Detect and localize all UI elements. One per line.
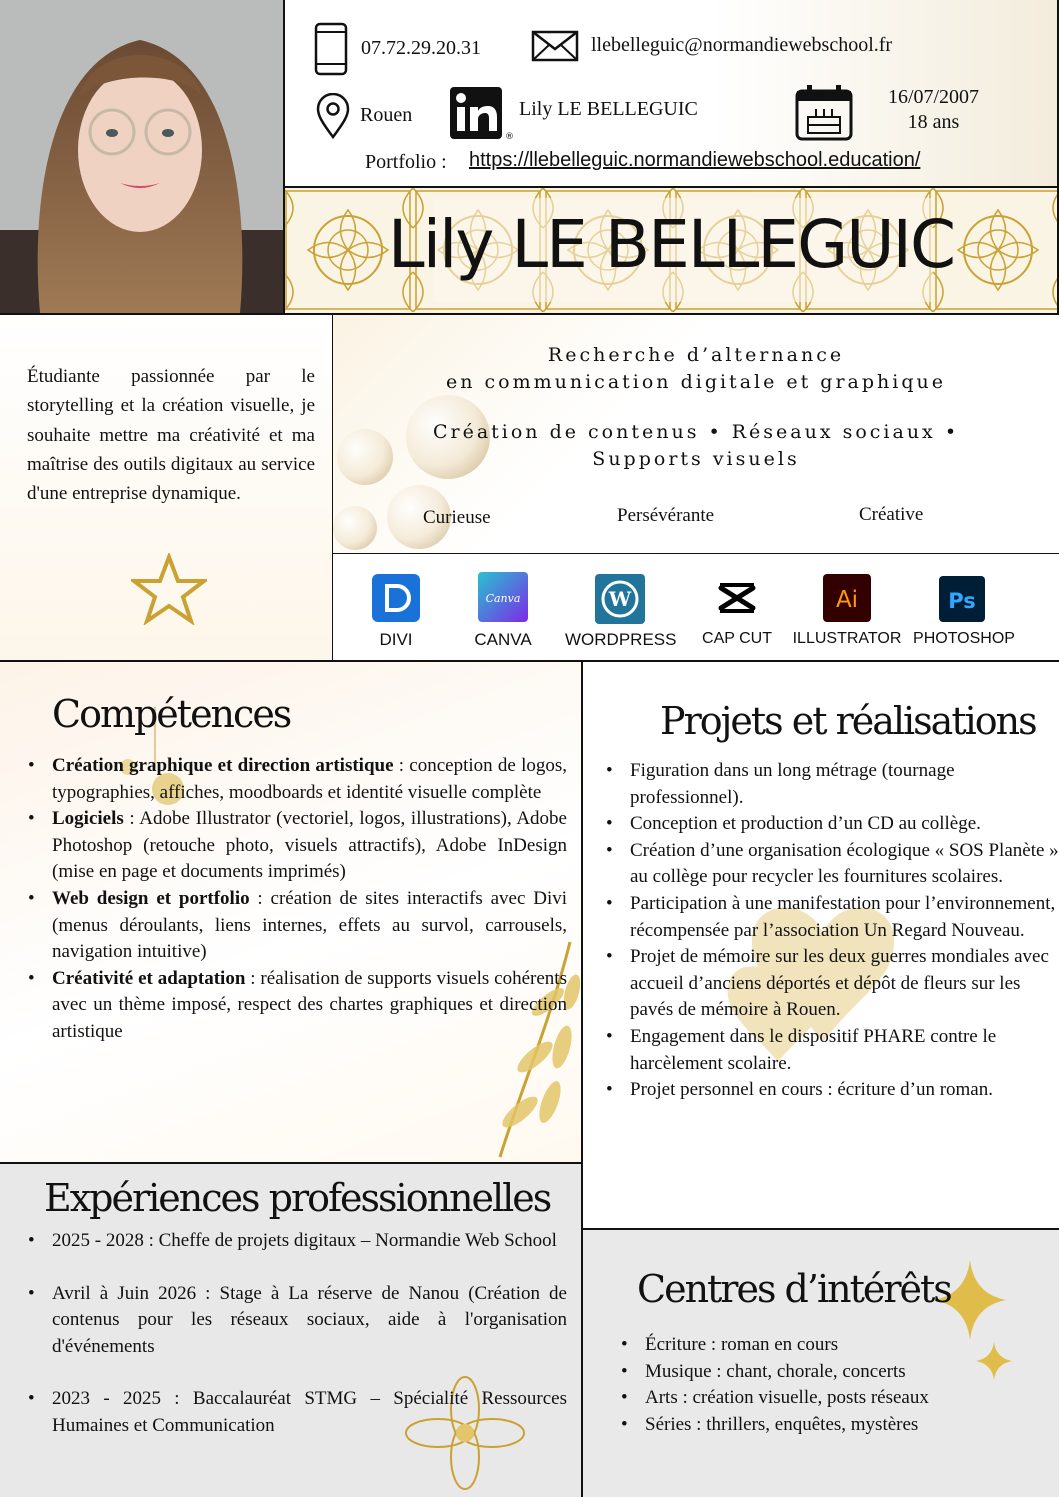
gold-star-icon <box>131 553 207 625</box>
projets-title: Projets et réalisations <box>660 699 1036 743</box>
experiences-title: Expériences professionnelles <box>44 1176 551 1220</box>
competences-section <box>0 662 581 1162</box>
experiences-list <box>26 1228 567 1440</box>
interet-item: • Séries : thrillers, enquêtes, mystères <box>645 1412 1045 1439</box>
interet-item: • Musique : chant, chorale, concerts <box>645 1359 1045 1386</box>
email-address[interactable]: llebelleguic@normandiewebschool.fr <box>591 34 893 56</box>
software-section <box>333 554 1059 660</box>
svg-text:Ai: Ai <box>835 587 859 613</box>
quality-3: Créative <box>859 504 924 525</box>
experience-item: • 2025 - 2028 : Cheffe de projets digitaux – Normandie Web School <box>52 1228 567 1255</box>
projet-item: • Projet personnel en cours : écriture d’un roman. <box>630 1077 1059 1104</box>
competence-item: • Logiciels : Adobe Illustrator (vectoriel, logos, illustrations), Adobe Photoshop (retouche photo, visuels attractifs), Adobe InDesign (mise en page et documents imprimés) <box>52 806 567 886</box>
competence-item: • Web design et portfolio : création de sites interactifs avec Divi (menus déroulants, liens internes, effets au survol, carrousels, navigation intuitive) <box>52 886 567 966</box>
software-label-wordpress: WORDPRESS <box>565 630 677 649</box>
objective-line-1: Recherche d’alternance <box>547 344 845 366</box>
contact-header <box>283 0 1059 186</box>
interets-list <box>619 1332 1045 1438</box>
svg-text:Canva: Canva <box>485 592 521 605</box>
svg-text:Ps: Ps <box>948 589 976 613</box>
divi-icon <box>372 574 420 622</box>
experience-item: • Avril à Juin 2026 : Stage à La réserve de Nanou (Création de contenus pour les réseaux sociaux, aide à l'organisation d'événements <box>52 1281 567 1361</box>
linkedin-icon[interactable] <box>448 85 514 141</box>
experiences-section <box>0 1164 581 1497</box>
svg-text:W: W <box>608 587 632 611</box>
projets-section <box>583 662 1059 1228</box>
photoshop-icon <box>939 576 985 622</box>
projet-item: • Création d’une organisation écologique « SOS Planète » au collège pour recycler les fournitures scolaires. <box>630 838 1059 891</box>
projet-item: • Figuration dans un long métrage (tournage professionnel). <box>630 758 1059 811</box>
portfolio-link[interactable]: https://llebelleguic.normandiewebschool.education/ <box>469 149 921 171</box>
objective-line-2: en communication digitale et graphique <box>446 371 946 393</box>
interet-item: • Arts : création visuelle, posts réseaux <box>645 1385 1045 1412</box>
software-label-canva: CANVA <box>474 630 532 649</box>
objective-section <box>333 315 1059 553</box>
projet-item: • Projet de mémoire sur les deux guerres mondiales avec accueil d’anciens déportés et dépôt de fleurs sur les pavés de mémoire à Rouen. <box>630 944 1059 1024</box>
competence-item: • Créativité et adaptation : réalisation de supports visuels cohérents avec un thème imposé, respect des chartes graphiques et direction artistique <box>52 966 567 1046</box>
projet-item: • Conception et production d’un CD au collège. <box>630 811 1059 838</box>
profile-photo <box>0 0 283 313</box>
linkedin-name[interactable]: Lily LE BELLEGUIC <box>519 98 698 120</box>
phone-number: 07.72.29.20.31 <box>361 37 481 59</box>
location-pin-icon <box>316 93 350 139</box>
candidate-name: Lily LE BELLEGUIC <box>387 206 955 283</box>
intro-section <box>0 315 332 660</box>
wordpress-icon <box>595 574 645 624</box>
illustrator-icon <box>823 574 871 622</box>
projets-list <box>604 758 1059 1104</box>
city: Rouen <box>360 104 413 126</box>
svg-text:®: ® <box>505 132 514 141</box>
capcut-icon <box>717 582 757 614</box>
software-label-photoshop: PHOTOSHOP <box>913 630 1015 647</box>
intro-text: Étudiante passionnée par le storytelling et la création visuelle, je souhaite mettre ma créativité et ma maîtrise des outils digitaux au service d'une entreprise dynamique. <box>27 366 315 505</box>
software-label-capcut: CAP CUT <box>702 630 772 647</box>
projet-item: • Participation à une manifestation pour l’environnement, récompensée par l’association Un Regard Nouveau. <box>630 891 1059 944</box>
quality-1: Curieuse <box>423 507 491 528</box>
interets-title: Centres d’intérêts <box>637 1267 951 1311</box>
experience-item: • 2023 - 2025 : Baccalauréat STMG – Spécialité Ressources Humaines et Communication <box>52 1386 567 1439</box>
canva-icon <box>478 572 528 622</box>
birthdate: 16/07/2007 <box>887 86 980 108</box>
objective-line-3: Création de contenus • Réseaux sociaux • <box>432 421 960 443</box>
interet-item: • Écriture : roman en cours <box>645 1332 1045 1359</box>
projet-item: • Engagement dans le dispositif PHARE contre le harcèlement scolaire. <box>630 1024 1059 1077</box>
competences-list <box>26 753 567 1046</box>
competence-item: • Création graphique et direction artistique : conception de logos, typographies, affiches, moodboards et identité visuelle complète <box>52 753 567 806</box>
birthday-calendar-icon <box>794 83 854 143</box>
objective-line-4: Supports visuels <box>592 448 800 470</box>
name-banner <box>283 186 1059 318</box>
bubbles-decoration <box>333 385 503 555</box>
mail-icon <box>531 30 579 62</box>
competences-title: Compétences <box>52 692 291 736</box>
portfolio-label: Portfolio : <box>365 151 447 173</box>
interets-section <box>583 1230 1059 1497</box>
phone-icon <box>314 22 348 76</box>
age: 18 ans <box>907 111 960 133</box>
software-label-divi: DIVI <box>379 630 413 649</box>
quality-2: Persévérante <box>617 505 715 526</box>
software-label-illustrator: ILLUSTRATOR <box>792 630 902 647</box>
